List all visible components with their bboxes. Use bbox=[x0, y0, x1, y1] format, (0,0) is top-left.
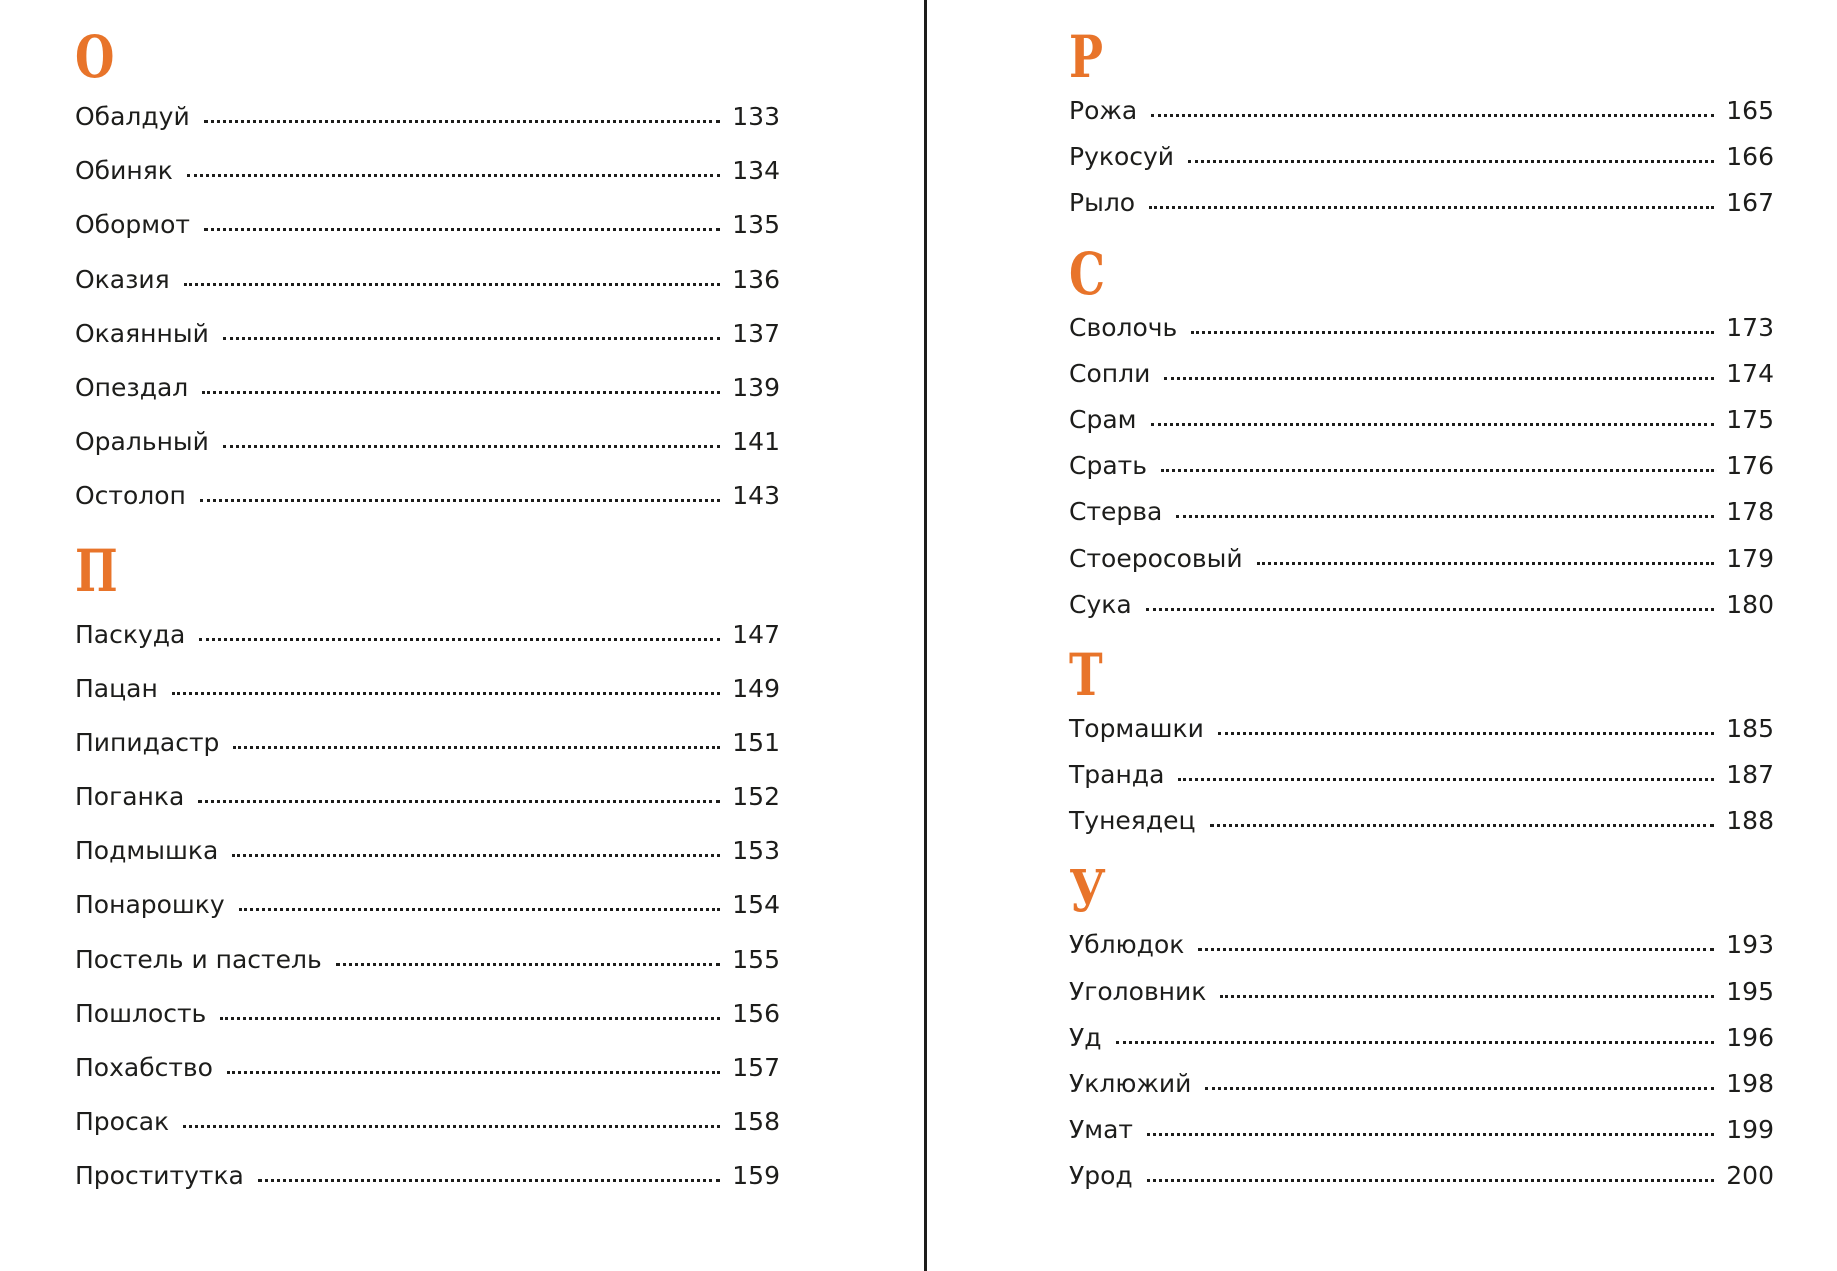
dot-leader bbox=[1147, 1133, 1714, 1136]
entry-word: Остолоп bbox=[75, 481, 186, 511]
toc-entry[interactable] bbox=[75, 770, 780, 824]
toc-entry[interactable] bbox=[1069, 582, 1774, 628]
entry-page-number: 135 bbox=[732, 210, 780, 240]
toc-entry[interactable] bbox=[1069, 536, 1774, 582]
entry-page-number: 157 bbox=[732, 1053, 780, 1082]
dot-leader bbox=[200, 499, 720, 502]
toc-entry[interactable] bbox=[1069, 1153, 1774, 1199]
section-o bbox=[75, 23, 780, 524]
toc-entry[interactable] bbox=[1069, 351, 1774, 397]
dot-leader bbox=[172, 692, 720, 695]
toc-entry[interactable] bbox=[75, 1095, 780, 1149]
entry-word: Стоеросовый bbox=[1069, 543, 1243, 573]
toc-entry[interactable] bbox=[75, 253, 780, 307]
toc-entry[interactable] bbox=[75, 361, 780, 415]
right-page bbox=[1069, 0, 1774, 1271]
toc-entry[interactable] bbox=[1069, 969, 1774, 1015]
dot-leader bbox=[336, 963, 721, 966]
entry-word: Похабство bbox=[75, 1053, 213, 1082]
dot-leader bbox=[187, 174, 720, 177]
entry-page-number: 167 bbox=[1726, 188, 1774, 218]
toc-entry[interactable] bbox=[75, 144, 780, 198]
toc-entry[interactable] bbox=[1069, 1107, 1774, 1153]
dot-leader bbox=[198, 800, 720, 803]
toc-entry[interactable] bbox=[75, 662, 780, 716]
entry-word: Сволочь bbox=[1069, 312, 1178, 342]
entry-list bbox=[1069, 706, 1774, 845]
entry-word: Пацан bbox=[75, 673, 158, 703]
dot-leader bbox=[258, 1179, 720, 1182]
toc-entry[interactable] bbox=[1069, 489, 1774, 535]
entry-word: Обалдуй bbox=[75, 102, 190, 131]
entry-page-number: 136 bbox=[732, 264, 780, 294]
entry-word: Уголовник bbox=[1069, 976, 1207, 1006]
entry-word: Постель и пастель bbox=[75, 944, 322, 974]
entry-list bbox=[75, 608, 780, 1204]
entry-word: Просак bbox=[75, 1107, 170, 1137]
toc-entry[interactable] bbox=[1069, 798, 1774, 844]
entry-list bbox=[1069, 922, 1774, 1199]
entry-page-number: 166 bbox=[1726, 142, 1774, 172]
entry-page-number: 158 bbox=[732, 1107, 780, 1137]
dot-leader bbox=[1220, 995, 1714, 998]
entry-word: Рожа bbox=[1069, 96, 1138, 125]
toc-entry[interactable] bbox=[1069, 1061, 1774, 1107]
entry-word: Поганка bbox=[75, 782, 185, 812]
dot-leader bbox=[183, 1125, 720, 1128]
entry-word: Окаянный bbox=[75, 318, 209, 348]
toc-entry[interactable] bbox=[75, 716, 780, 770]
dot-leader bbox=[1218, 732, 1714, 735]
section-letter: О bbox=[75, 23, 115, 91]
entry-page-number: 176 bbox=[1726, 451, 1774, 481]
dot-leader bbox=[204, 120, 721, 123]
toc-entry[interactable] bbox=[75, 90, 780, 144]
entry-word: Оказия bbox=[75, 264, 170, 294]
entry-page-number: 153 bbox=[732, 836, 780, 866]
dot-leader bbox=[1149, 206, 1714, 209]
entry-list bbox=[1069, 88, 1774, 227]
dot-leader bbox=[1205, 1087, 1714, 1090]
dot-leader bbox=[220, 1017, 720, 1020]
section-letter: С bbox=[1069, 239, 1106, 308]
toc-entry[interactable] bbox=[1069, 180, 1774, 226]
entry-page-number: 139 bbox=[732, 372, 780, 402]
toc-entry[interactable] bbox=[75, 987, 780, 1041]
entry-word: Понарошку bbox=[75, 890, 225, 920]
entry-page-number: 179 bbox=[1726, 543, 1774, 573]
entry-word: Опездал bbox=[75, 372, 189, 402]
entry-page-number: 154 bbox=[732, 890, 780, 920]
entry-word: Урод bbox=[1069, 1161, 1133, 1191]
dot-leader bbox=[1176, 515, 1714, 518]
entry-page-number: 143 bbox=[732, 481, 780, 511]
dot-leader bbox=[227, 1071, 720, 1074]
entry-word: Подмышка bbox=[75, 836, 219, 866]
dot-leader bbox=[1188, 160, 1714, 163]
entry-page-number: 159 bbox=[732, 1161, 780, 1191]
toc-entry[interactable] bbox=[1069, 443, 1774, 489]
entry-word: Стерва bbox=[1069, 497, 1163, 527]
entry-word: Уклюжий bbox=[1069, 1069, 1192, 1098]
entry-word: Обиняк bbox=[75, 156, 173, 186]
section-letter: Р bbox=[1069, 23, 1104, 91]
dot-leader bbox=[239, 908, 721, 911]
entry-page-number: 195 bbox=[1726, 976, 1774, 1006]
dot-leader bbox=[1198, 948, 1714, 951]
toc-entry[interactable] bbox=[75, 608, 780, 662]
section-t bbox=[1069, 640, 1774, 845]
toc-entry[interactable] bbox=[75, 933, 780, 987]
entry-word: Срам bbox=[1069, 404, 1137, 434]
entry-list bbox=[1069, 305, 1774, 628]
dot-leader bbox=[223, 445, 720, 448]
toc-entry[interactable] bbox=[75, 198, 780, 252]
entry-page-number: 141 bbox=[732, 427, 780, 457]
dot-leader bbox=[1191, 331, 1714, 334]
toc-entry[interactable] bbox=[1069, 305, 1774, 351]
dot-leader bbox=[1164, 377, 1714, 380]
entry-page-number: 133 bbox=[732, 102, 780, 131]
page-divider bbox=[924, 0, 927, 1271]
toc-entry[interactable] bbox=[1069, 88, 1774, 134]
toc-entry[interactable] bbox=[75, 824, 780, 878]
toc-entry[interactable] bbox=[75, 415, 780, 469]
toc-entry[interactable] bbox=[75, 1149, 780, 1203]
entry-page-number: 196 bbox=[1726, 1022, 1774, 1052]
entry-page-number: 156 bbox=[732, 998, 780, 1028]
dot-leader bbox=[199, 638, 720, 641]
entry-word: Пипидастр bbox=[75, 727, 220, 757]
entry-word: Ублюдок bbox=[1069, 930, 1185, 960]
dot-leader bbox=[1151, 114, 1714, 117]
toc-entry[interactable] bbox=[1069, 1015, 1774, 1061]
entry-word: Проститутка bbox=[75, 1161, 244, 1191]
entry-page-number: 180 bbox=[1726, 589, 1774, 619]
dot-leader bbox=[1116, 1041, 1715, 1044]
section-u bbox=[1069, 857, 1774, 1199]
dot-leader bbox=[202, 391, 720, 394]
entry-page-number: 199 bbox=[1726, 1115, 1774, 1145]
entry-page-number: 200 bbox=[1726, 1161, 1774, 1191]
entry-page-number: 185 bbox=[1726, 713, 1774, 743]
entry-list bbox=[75, 90, 780, 524]
entry-page-number: 134 bbox=[732, 156, 780, 186]
entry-page-number: 187 bbox=[1726, 760, 1774, 790]
dot-leader bbox=[223, 337, 720, 340]
entry-page-number: 155 bbox=[732, 944, 780, 974]
entry-word: Тунеядец bbox=[1069, 806, 1196, 836]
entry-page-number: 193 bbox=[1726, 930, 1774, 960]
entry-word: Срать bbox=[1069, 451, 1147, 481]
entry-word: Паскуда bbox=[75, 619, 186, 649]
toc-entry[interactable] bbox=[75, 307, 780, 361]
toc-entry[interactable] bbox=[1069, 134, 1774, 180]
entry-page-number: 174 bbox=[1726, 358, 1774, 388]
dot-leader bbox=[1146, 608, 1715, 611]
entry-page-number: 137 bbox=[732, 318, 780, 348]
dot-leader bbox=[1178, 778, 1714, 781]
entry-word: Сука bbox=[1069, 589, 1132, 619]
entry-word: Рыло bbox=[1069, 188, 1136, 218]
left-page bbox=[75, 0, 780, 1271]
dot-leader bbox=[1161, 469, 1714, 472]
entry-word: Умат bbox=[1069, 1115, 1133, 1145]
dot-leader bbox=[204, 228, 720, 231]
section-r bbox=[1069, 23, 1774, 227]
toc-entry[interactable] bbox=[1069, 397, 1774, 443]
entry-page-number: 173 bbox=[1726, 312, 1774, 342]
toc-entry[interactable] bbox=[75, 1041, 780, 1095]
toc-entry[interactable] bbox=[1069, 922, 1774, 968]
section-letter: У bbox=[1069, 857, 1106, 926]
toc-entry[interactable] bbox=[1069, 706, 1774, 752]
entry-page-number: 178 bbox=[1726, 497, 1774, 527]
entry-word: Обормот bbox=[75, 210, 190, 240]
section-letter: Т bbox=[1069, 640, 1103, 709]
entry-word: Рукосуй bbox=[1069, 142, 1175, 172]
entry-page-number: 152 bbox=[732, 782, 780, 812]
section-letter: П bbox=[75, 536, 118, 605]
dot-leader bbox=[1257, 562, 1715, 565]
entry-page-number: 198 bbox=[1726, 1069, 1774, 1098]
section-p bbox=[75, 536, 780, 1204]
dot-leader bbox=[1210, 824, 1715, 827]
entry-word: Транда bbox=[1069, 760, 1165, 790]
dot-leader bbox=[1151, 423, 1715, 426]
dot-leader bbox=[184, 283, 721, 286]
entry-word: Пошлость bbox=[75, 998, 207, 1028]
entry-page-number: 175 bbox=[1726, 404, 1774, 434]
toc-entry[interactable] bbox=[75, 878, 780, 932]
entry-word: Оральный bbox=[75, 427, 209, 457]
entry-page-number: 165 bbox=[1726, 96, 1774, 125]
entry-word: Уд bbox=[1069, 1022, 1102, 1052]
toc-entry[interactable] bbox=[1069, 752, 1774, 798]
dot-leader bbox=[232, 854, 720, 857]
entry-page-number: 151 bbox=[732, 727, 780, 757]
entry-page-number: 188 bbox=[1726, 806, 1774, 836]
dot-leader bbox=[1147, 1179, 1715, 1182]
entry-word: Сопли bbox=[1069, 358, 1151, 388]
entry-page-number: 149 bbox=[732, 673, 780, 703]
entry-page-number: 147 bbox=[732, 619, 780, 649]
entry-word: Тормашки bbox=[1069, 713, 1204, 743]
section-s bbox=[1069, 239, 1774, 628]
toc-entry[interactable] bbox=[75, 469, 780, 523]
dot-leader bbox=[233, 746, 720, 749]
